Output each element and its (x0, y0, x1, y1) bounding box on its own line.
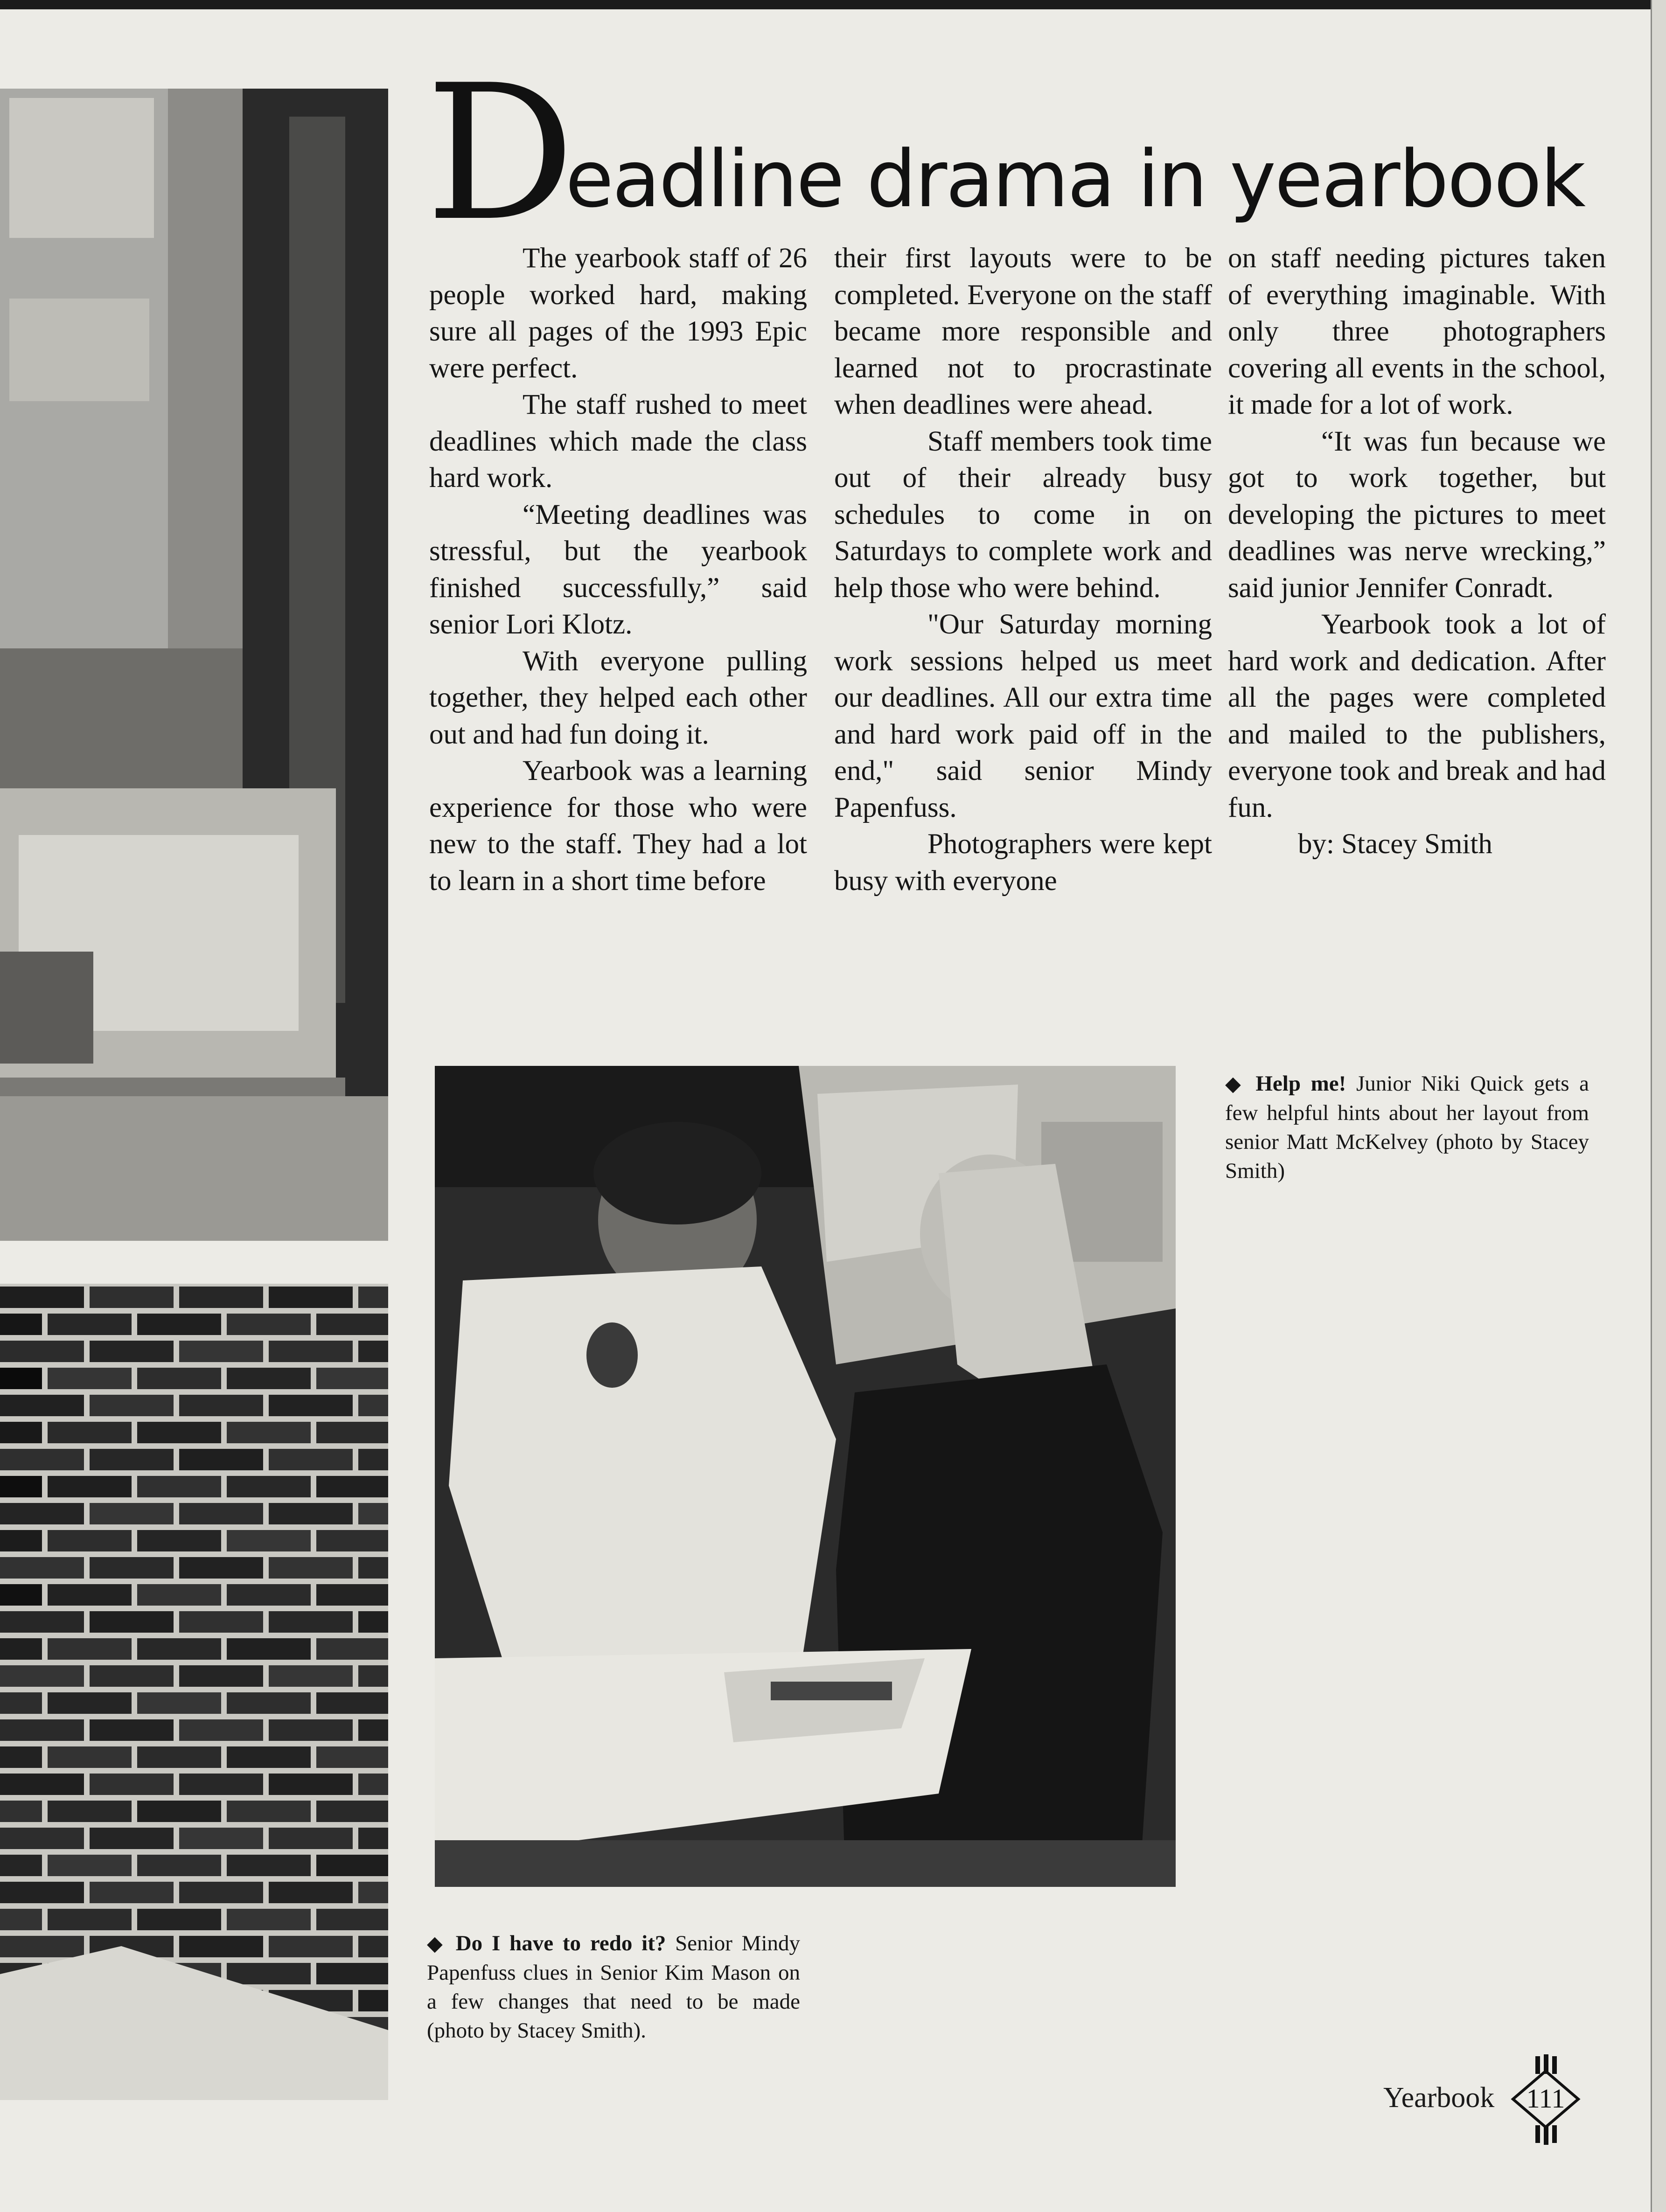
photo-students-layout (435, 1066, 1176, 1887)
caption-lead: Do I have to redo it? (455, 1931, 666, 1955)
paragraph: With everyone pulling together, they helped each other out and had fun doing it. (429, 645, 807, 750)
page-edge (1651, 0, 1666, 2212)
caption-lead: Help me! (1255, 1071, 1346, 1096)
paragraph: The yearbook staff of 26 people worked hard, making sure all pages of the 1993 Epic were perfect. (429, 243, 807, 384)
paragraph: The staff rushed to meet deadlines which made the class hard work. (429, 389, 807, 494)
diamond-bullet-icon: ◆ (1225, 1072, 1246, 1096)
paragraph: Yearbook took a lot of hard work and dedication. After all the pages were completed and mailed to the publishers, everyone took and break and had fun. (1228, 609, 1606, 823)
caption-text: Senior Mindy Papenfuss clues in Senior Kim Mason on a few changes that need to be made (photo by Stacey Smith). (427, 1931, 801, 2043)
paragraph: on staff needing pictures taken of everything imaginable. With only three photographers covering all events in the school, it made for a lot of work. (1228, 243, 1606, 420)
article-column-3 (1228, 240, 1606, 863)
headline-text: eadline drama in yearbook (565, 133, 1585, 225)
paragraph: “Meeting deadlines was stressful, but the yearbook finished successfully,” said senior Lori Klotz. (429, 499, 807, 640)
article-column-1 (429, 240, 807, 899)
photo-brick-wall (0, 1284, 388, 2100)
paragraph: their first layouts were to be completed. Everyone on the staff became more responsible and learned not to procrastinate when deadlines were ahead. (834, 243, 1212, 420)
caption-help-me (1225, 1069, 1589, 1185)
headline-drop-cap: D (425, 45, 575, 262)
paragraph: Yearbook was a learning experience for those who were new to the staff. They had a lot to learn in a short time before (429, 755, 807, 897)
diamond-bullet-icon: ◆ (427, 1932, 446, 1955)
caption-text: Junior Niki Quick gets a few helpful hints about her layout from senior Matt McKelvey (photo by Stacey Smith) (1225, 1071, 1589, 1183)
paragraph: Photographers were kept busy with everyone (834, 828, 1212, 897)
caption-redo-it (427, 1929, 800, 2045)
page-number: 111 (1526, 2083, 1565, 2114)
photo-doorway-layouts (0, 89, 388, 1241)
page-folio (1383, 2052, 1607, 2146)
byline: by: Stacey Smith (1298, 828, 1492, 860)
folio-section: Yearbook (1383, 2082, 1495, 2114)
article-column-2 (834, 240, 1212, 899)
top-rule (0, 0, 1666, 9)
paragraph: Staff members took time out of their already busy schedules to come in on Saturdays to complete work and help those who were behind. (834, 425, 1212, 604)
headline (425, 45, 1610, 262)
paragraph: “It was fun because we got to work together, but developing the pictures to meet deadlines was nerve wrecking,” said junior Jennifer Conradt. (1228, 425, 1606, 604)
paragraph: "Our Saturday morning work sessions helped us meet our deadlines. All our extra time and hard work paid off in the end," said senior Mindy Papenfuss. (834, 609, 1212, 823)
